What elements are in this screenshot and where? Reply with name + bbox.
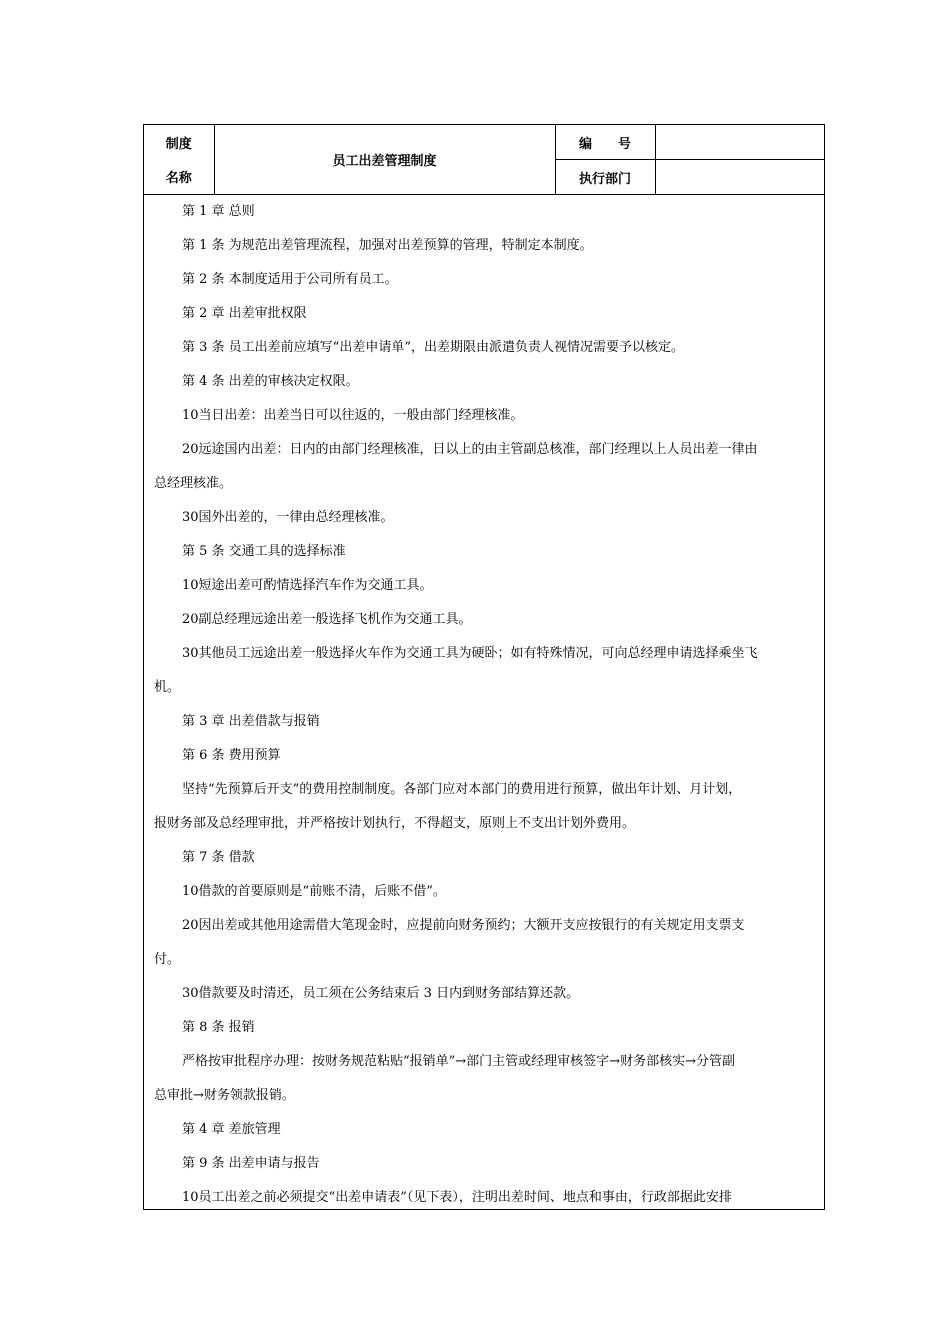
paragraph: 第 1 条 为规范出差管理流程，加强对出差预算的管理，特制定本制度。: [182, 238, 593, 253]
paragraph: 第 4 章 差旅管理: [182, 1122, 281, 1137]
paragraph: 严格按审批程序办理：按财务规范粘贴“报销单”→部门主管或经理审核签字→财务部核实→分管副: [182, 1054, 735, 1069]
paragraph: 第 9 条 出差申请与报告: [182, 1156, 320, 1171]
label-name-cell: [144, 160, 214, 195]
paragraph: 20远途国内出差：日内的由部门经理核准，日以上的由主管副总核准，部门经理以上人员出差一律由: [182, 442, 758, 457]
paragraph: 第 7 条 借款: [182, 850, 255, 865]
paragraph: 30其他员工远途出差一般选择火车作为交通工具为硬卧；如有特殊情况，可向总经理申请选择乘坐飞: [182, 646, 758, 661]
document-body: [144, 195, 824, 1215]
paragraph: 20副总经理远途出差一般选择飞机作为交通工具。: [182, 612, 472, 627]
paragraph: 总审批→财务领款报销。: [154, 1088, 295, 1103]
paragraph: 第 6 条 费用预算: [182, 748, 281, 763]
paragraph: 第 3 章 出差借款与报销: [182, 714, 320, 729]
paragraph: 10当日出差：出差当日可以往返的，一般由部门经理核准。: [182, 408, 524, 423]
code-value: [655, 125, 824, 160]
policy-document: [143, 124, 825, 1210]
paragraph: 报财务部及总经理审批，并严格按计划执行，不得超支，原则上不支出计划外费用。: [154, 816, 636, 831]
paragraph: 10员工出差之前必须提交“出差申请表”（见下表），注明出差时间、地点和事由，行政部据此安排: [182, 1190, 732, 1205]
paragraph: 总经理核准。: [154, 476, 233, 491]
paragraph: 付。: [154, 952, 181, 967]
dept-value: [655, 160, 824, 195]
policy-title: 员工出差管理制度: [214, 125, 555, 195]
paragraph: 第 5 条 交通工具的选择标准: [182, 544, 346, 559]
paragraph: 第 2 条 本制度适用于公司所有员工。: [182, 272, 398, 287]
paragraph: 第 8 条 报销: [182, 1020, 255, 1035]
paragraph: 20因出差或其他用途需借大笔现金时，应提前向财务预约；大额开支应按银行的有关规定用支票支: [182, 918, 745, 933]
paragraph: 10借款的首要原则是“前账不清，后账不借”。: [182, 884, 446, 899]
paragraph: 10短途出差可酌情选择汽车作为交通工具。: [182, 578, 433, 593]
header-table: [144, 125, 824, 195]
paragraph: 30借款要及时清还，员工须在公务结束后 3 日内到财务部结算还款。: [182, 986, 580, 1001]
label-policy-line1: 制度: [165, 136, 192, 152]
dept-label: 执行部门: [555, 160, 655, 195]
paragraph: 30国外出差的，一律由总经理核准。: [182, 510, 394, 525]
paragraph: 第 2 章 出差审批权限: [182, 306, 307, 321]
paragraph: 第 4 条 出差的审核决定权限。: [182, 374, 359, 389]
paragraph: 第 3 条 员工出差前应填写“出差申请单”，出差期限由派遣负责人视情况需要予以核定。: [182, 340, 684, 355]
code-label: 编 号: [555, 125, 655, 160]
label-policy-cell: [144, 125, 214, 160]
paragraph: 机。: [154, 680, 181, 695]
paragraph: 坚持“先预算后开支”的费用控制制度。各部门应对本部门的费用进行预算，做出年计划、月计划，: [182, 782, 742, 797]
paragraph: 第 1 章 总则: [182, 204, 255, 219]
label-policy-line2: 名称: [165, 171, 192, 187]
